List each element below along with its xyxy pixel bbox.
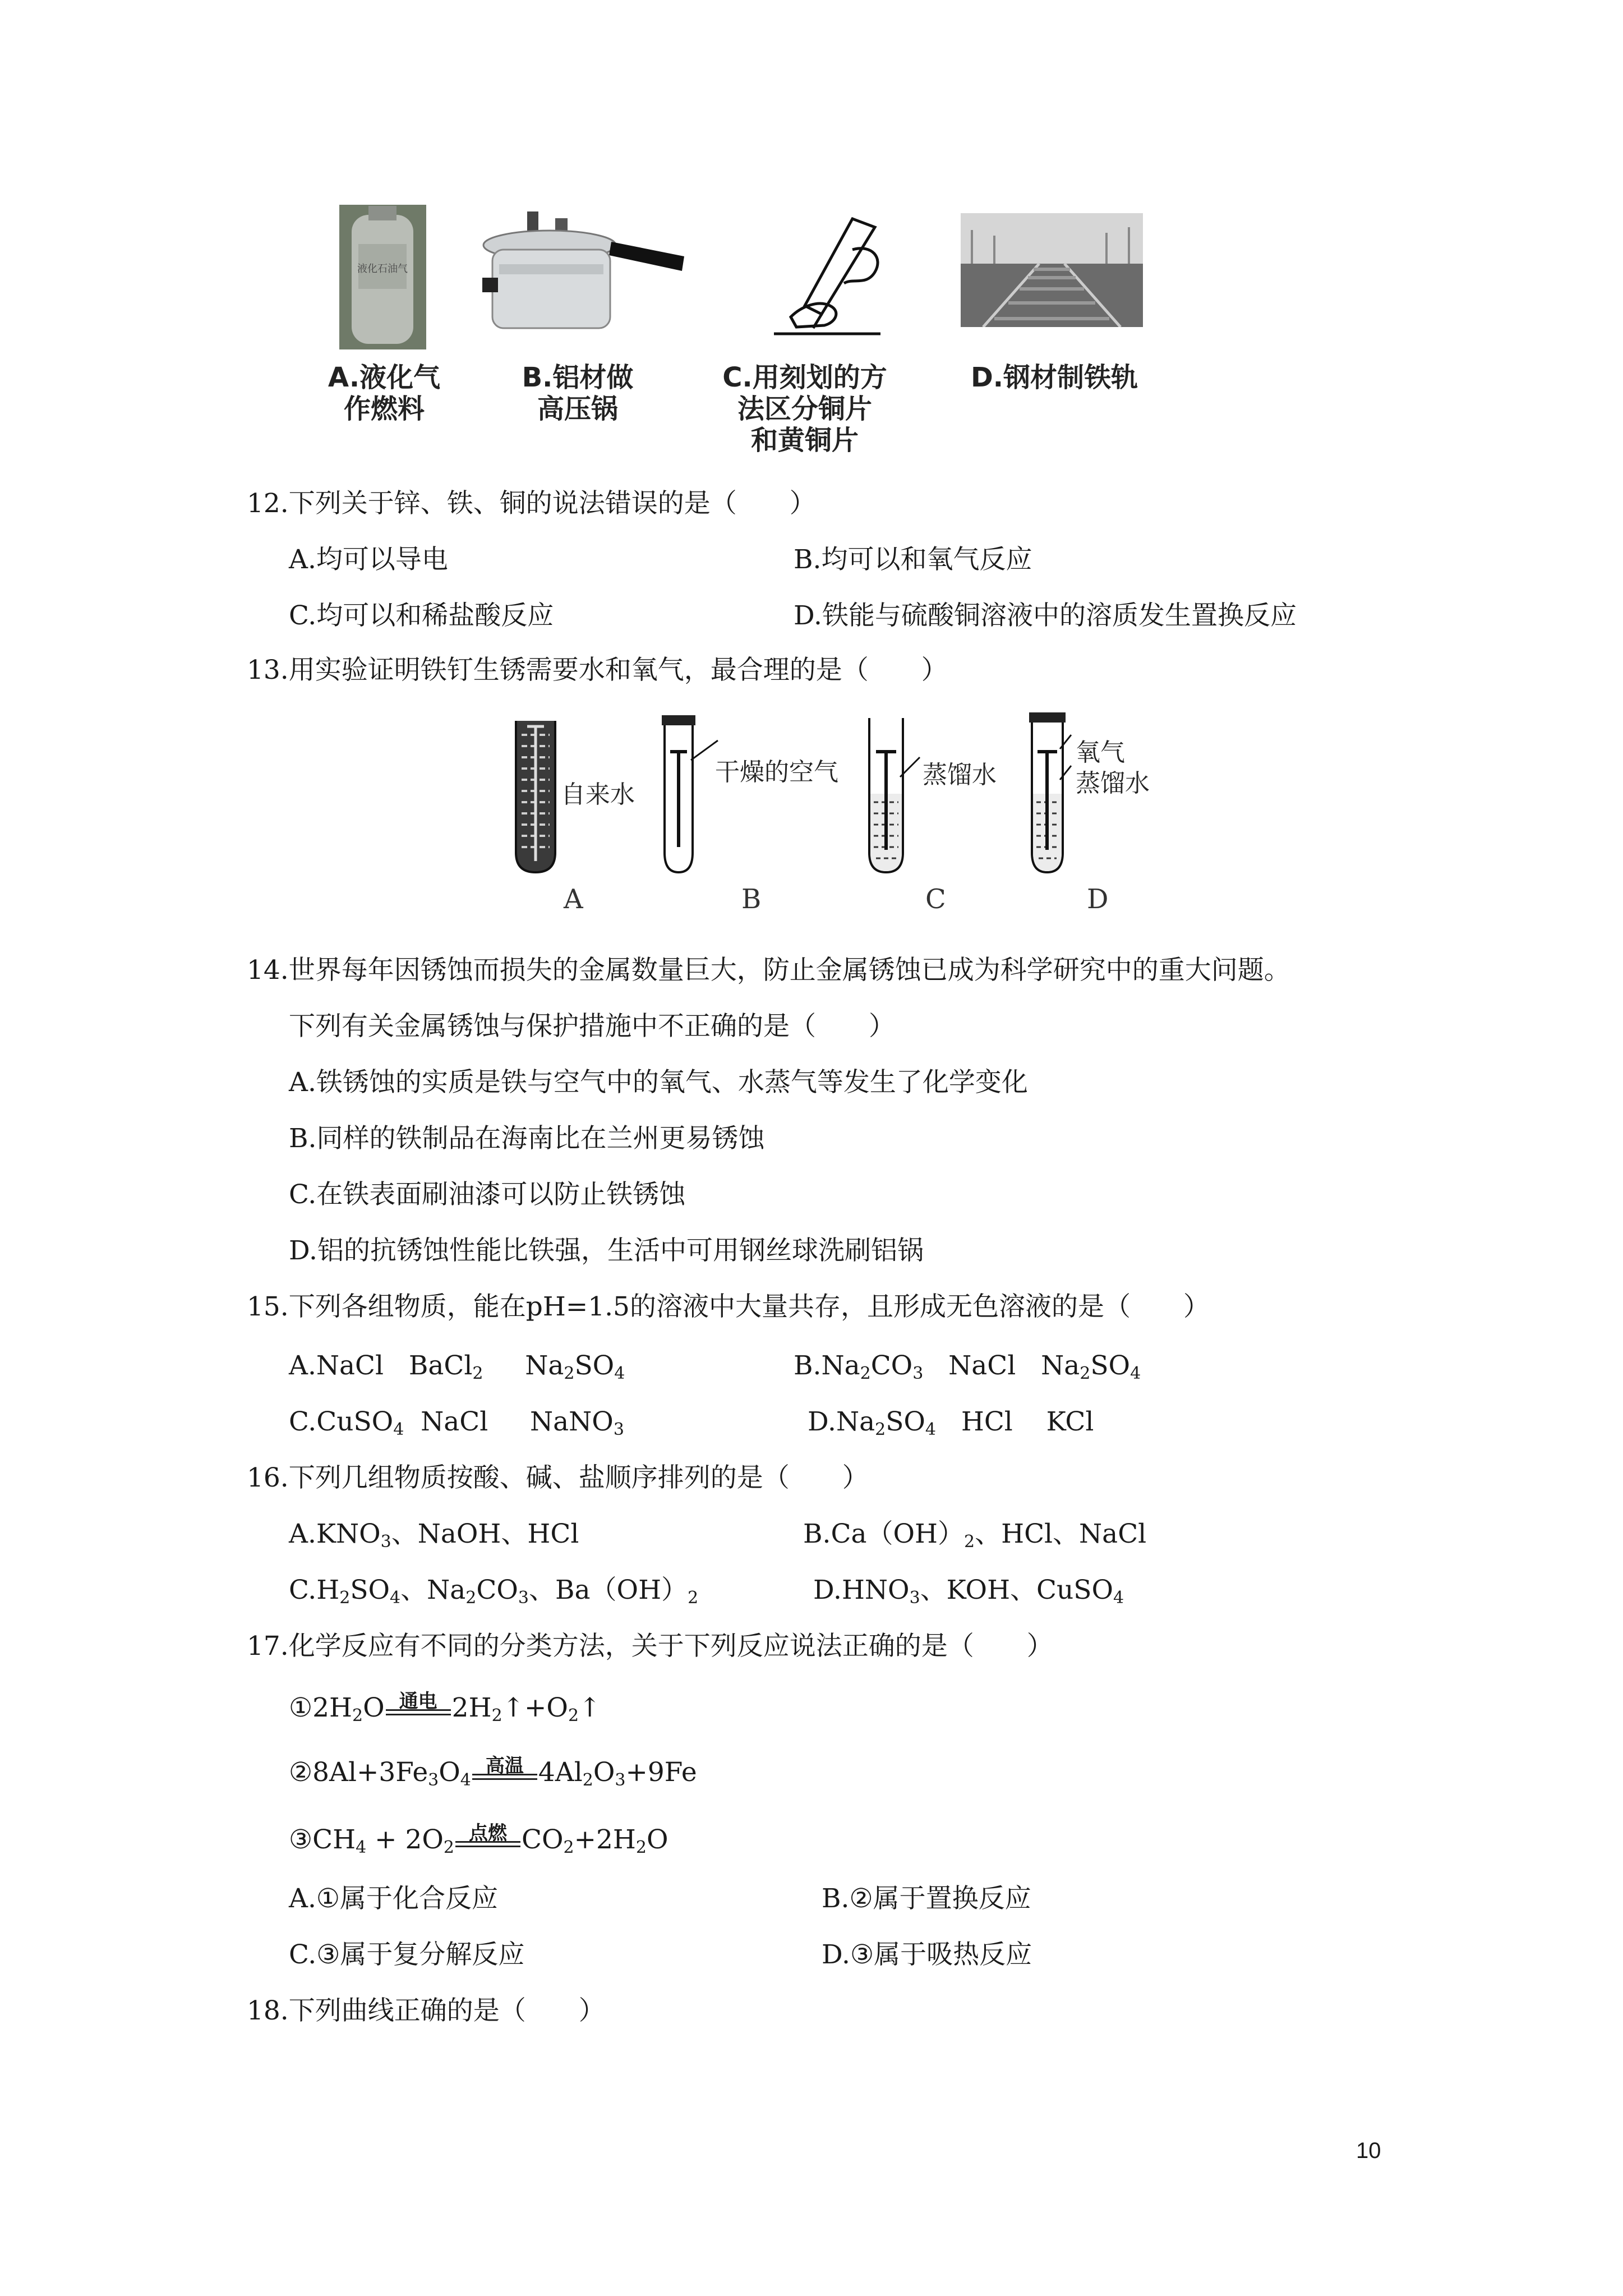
q17-equation-2: $②8Al+3Fe_3O_4$ 高温 $4Al_2O_3+9Fe$ <box>289 1756 697 1789</box>
caption-c-line1: C.用刻划的方 <box>722 362 887 393</box>
gas-tank-image <box>339 205 426 349</box>
q17-option-c: C.③属于复分解反应 <box>289 1939 525 1970</box>
q14-option-a: A.铁锈蚀的实质是铁与空气中的氧气、水蒸气等发生了化学变化 <box>289 1067 1028 1098</box>
q15-option-c: C.CuSO$_4$ NaCl NaNO$_3$ <box>289 1406 624 1439</box>
scratch-test-drawing <box>768 216 892 342</box>
q18-stem: 18.下列曲线正确的是（ ） <box>247 1995 605 2026</box>
caption-c-line2: 法区分铜片 <box>737 393 872 425</box>
label-tap-water: 自来水 <box>561 780 635 809</box>
condition-electrolysis-label: 通电 <box>399 1690 437 1713</box>
q14-option-b: B.同样的铁制品在海南比在兰州更易锈蚀 <box>289 1123 765 1154</box>
pressure-cooker-image <box>482 210 690 345</box>
caption-a-line1: A.液化气 <box>328 362 441 393</box>
q12-option-a: A.均可以导电 <box>289 544 448 575</box>
figure-caption-b <box>505 362 651 425</box>
tube-letter-d: D <box>1087 884 1109 915</box>
caption-a-line2: 作燃料 <box>343 393 425 425</box>
page-number: 10 <box>1356 2138 1381 2163</box>
q15-option-d: $D.Na_2SO_4$ HCl KCl <box>808 1406 1094 1439</box>
q17-option-b: B.②属于置换反应 <box>822 1883 1031 1914</box>
q16-option-a: $A.KNO_3$、NaOH、HCl <box>289 1519 579 1552</box>
q16-stem: 16.下列几组物质按酸、碱、盐顺序排列的是（ ） <box>247 1462 869 1493</box>
tube-b <box>662 715 718 872</box>
tube-d <box>1029 712 1071 872</box>
caption-b-line1: B.铝材做 <box>522 362 634 393</box>
q14-option-c: C.在铁表面刷油漆可以防止铁锈蚀 <box>289 1179 686 1210</box>
caption-d-line1: D.钢材制铁轨 <box>970 362 1138 393</box>
q15-stem: 15.下列各组物质，能在pH=1.5的溶液中大量共存，且形成无色溶液的是（ ） <box>247 1291 1210 1322</box>
caption-c-line3: 和黄铜片 <box>750 425 859 456</box>
label-dry-air: 干燥的空气 <box>715 758 838 786</box>
caption-b-line2: 高压锅 <box>537 393 618 425</box>
q17-equation-3: $③CH_4 + 2O_2$ 点燃 $CO_2+2H_2O$ <box>289 1823 668 1857</box>
q17-stem: 17.化学反应有不同的分类方法，关于下列反应说法正确的是（ ） <box>247 1631 1053 1662</box>
tube-c <box>869 718 920 872</box>
tube-letter-c: C <box>925 884 946 915</box>
q15-option-a: A.NaCl BaCl$_2$ $Na_2SO_4$ <box>289 1350 625 1383</box>
condition-high-temp-label: 高温 <box>485 1755 524 1777</box>
condition-high-temp <box>471 1756 538 1789</box>
condition-ignition-label: 点燃 <box>468 1822 507 1844</box>
q12-option-c: C.均可以和稀盐酸反应 <box>289 600 554 631</box>
tube-a <box>516 721 555 872</box>
rail-track-image <box>961 213 1143 327</box>
q14-option-d: D.铝的抗锈蚀性能比铁强，生活中可用钢丝球洗刷铝锅 <box>289 1235 924 1266</box>
q14-stem-line2: 下列有关金属锈蚀与保护措施中不正确的是（ ） <box>289 1011 895 1042</box>
q16-option-b: $B.Ca(OH)_2$、HCl、NaCl <box>803 1519 1147 1552</box>
q14-stem-line1: 14.世界每年因锈蚀而损失的金属数量巨大，防止金属锈蚀已成为科学研究中的重大问题。 <box>247 955 1290 986</box>
q12-option-d: D.铁能与硫酸铜溶液中的溶质发生置换反应 <box>794 600 1297 631</box>
tube-letter-b: B <box>741 884 762 915</box>
figure-caption-d <box>948 362 1161 393</box>
q12-option-b: B.均可以和氧气反应 <box>794 544 1032 575</box>
figure-caption-c <box>704 362 906 456</box>
label-oxygen: 氧气 <box>1076 738 1125 767</box>
condition-electrolysis <box>385 1691 452 1725</box>
q17-equation-1: $①2H_2O$ 通电 $2H_2↑+O_2↑$ <box>289 1691 601 1725</box>
q16-option-d: $D.HNO_3$、KOH、CuSO$_4$ <box>813 1575 1124 1608</box>
q12-stem: 12.下列关于锌、铁、铜的说法错误的是（ ） <box>247 488 816 519</box>
gas-tank-label: 液化石油气 <box>357 263 408 275</box>
condition-ignition <box>454 1823 522 1857</box>
figure-caption-a <box>311 362 457 425</box>
q16-option-c: $C.H_2SO_4$、$Na_2CO_3$、$Ba(OH)_2$ <box>289 1575 699 1608</box>
label-distilled-water-c: 蒸馏水 <box>923 761 997 789</box>
q17-option-a: A.①属于化合反应 <box>289 1883 499 1914</box>
label-distilled-water-d: 蒸馏水 <box>1076 769 1150 798</box>
q17-option-d: D.③属于吸热反应 <box>822 1939 1032 1970</box>
tube-letter-a: A <box>564 884 583 915</box>
q15-option-b: $B.Na_2CO_3$ NaCl $Na_2SO_4$ <box>794 1350 1141 1383</box>
q13-stem: 13.用实验证明铁钉生锈需要水和氧气，最合理的是（ ） <box>247 655 948 685</box>
